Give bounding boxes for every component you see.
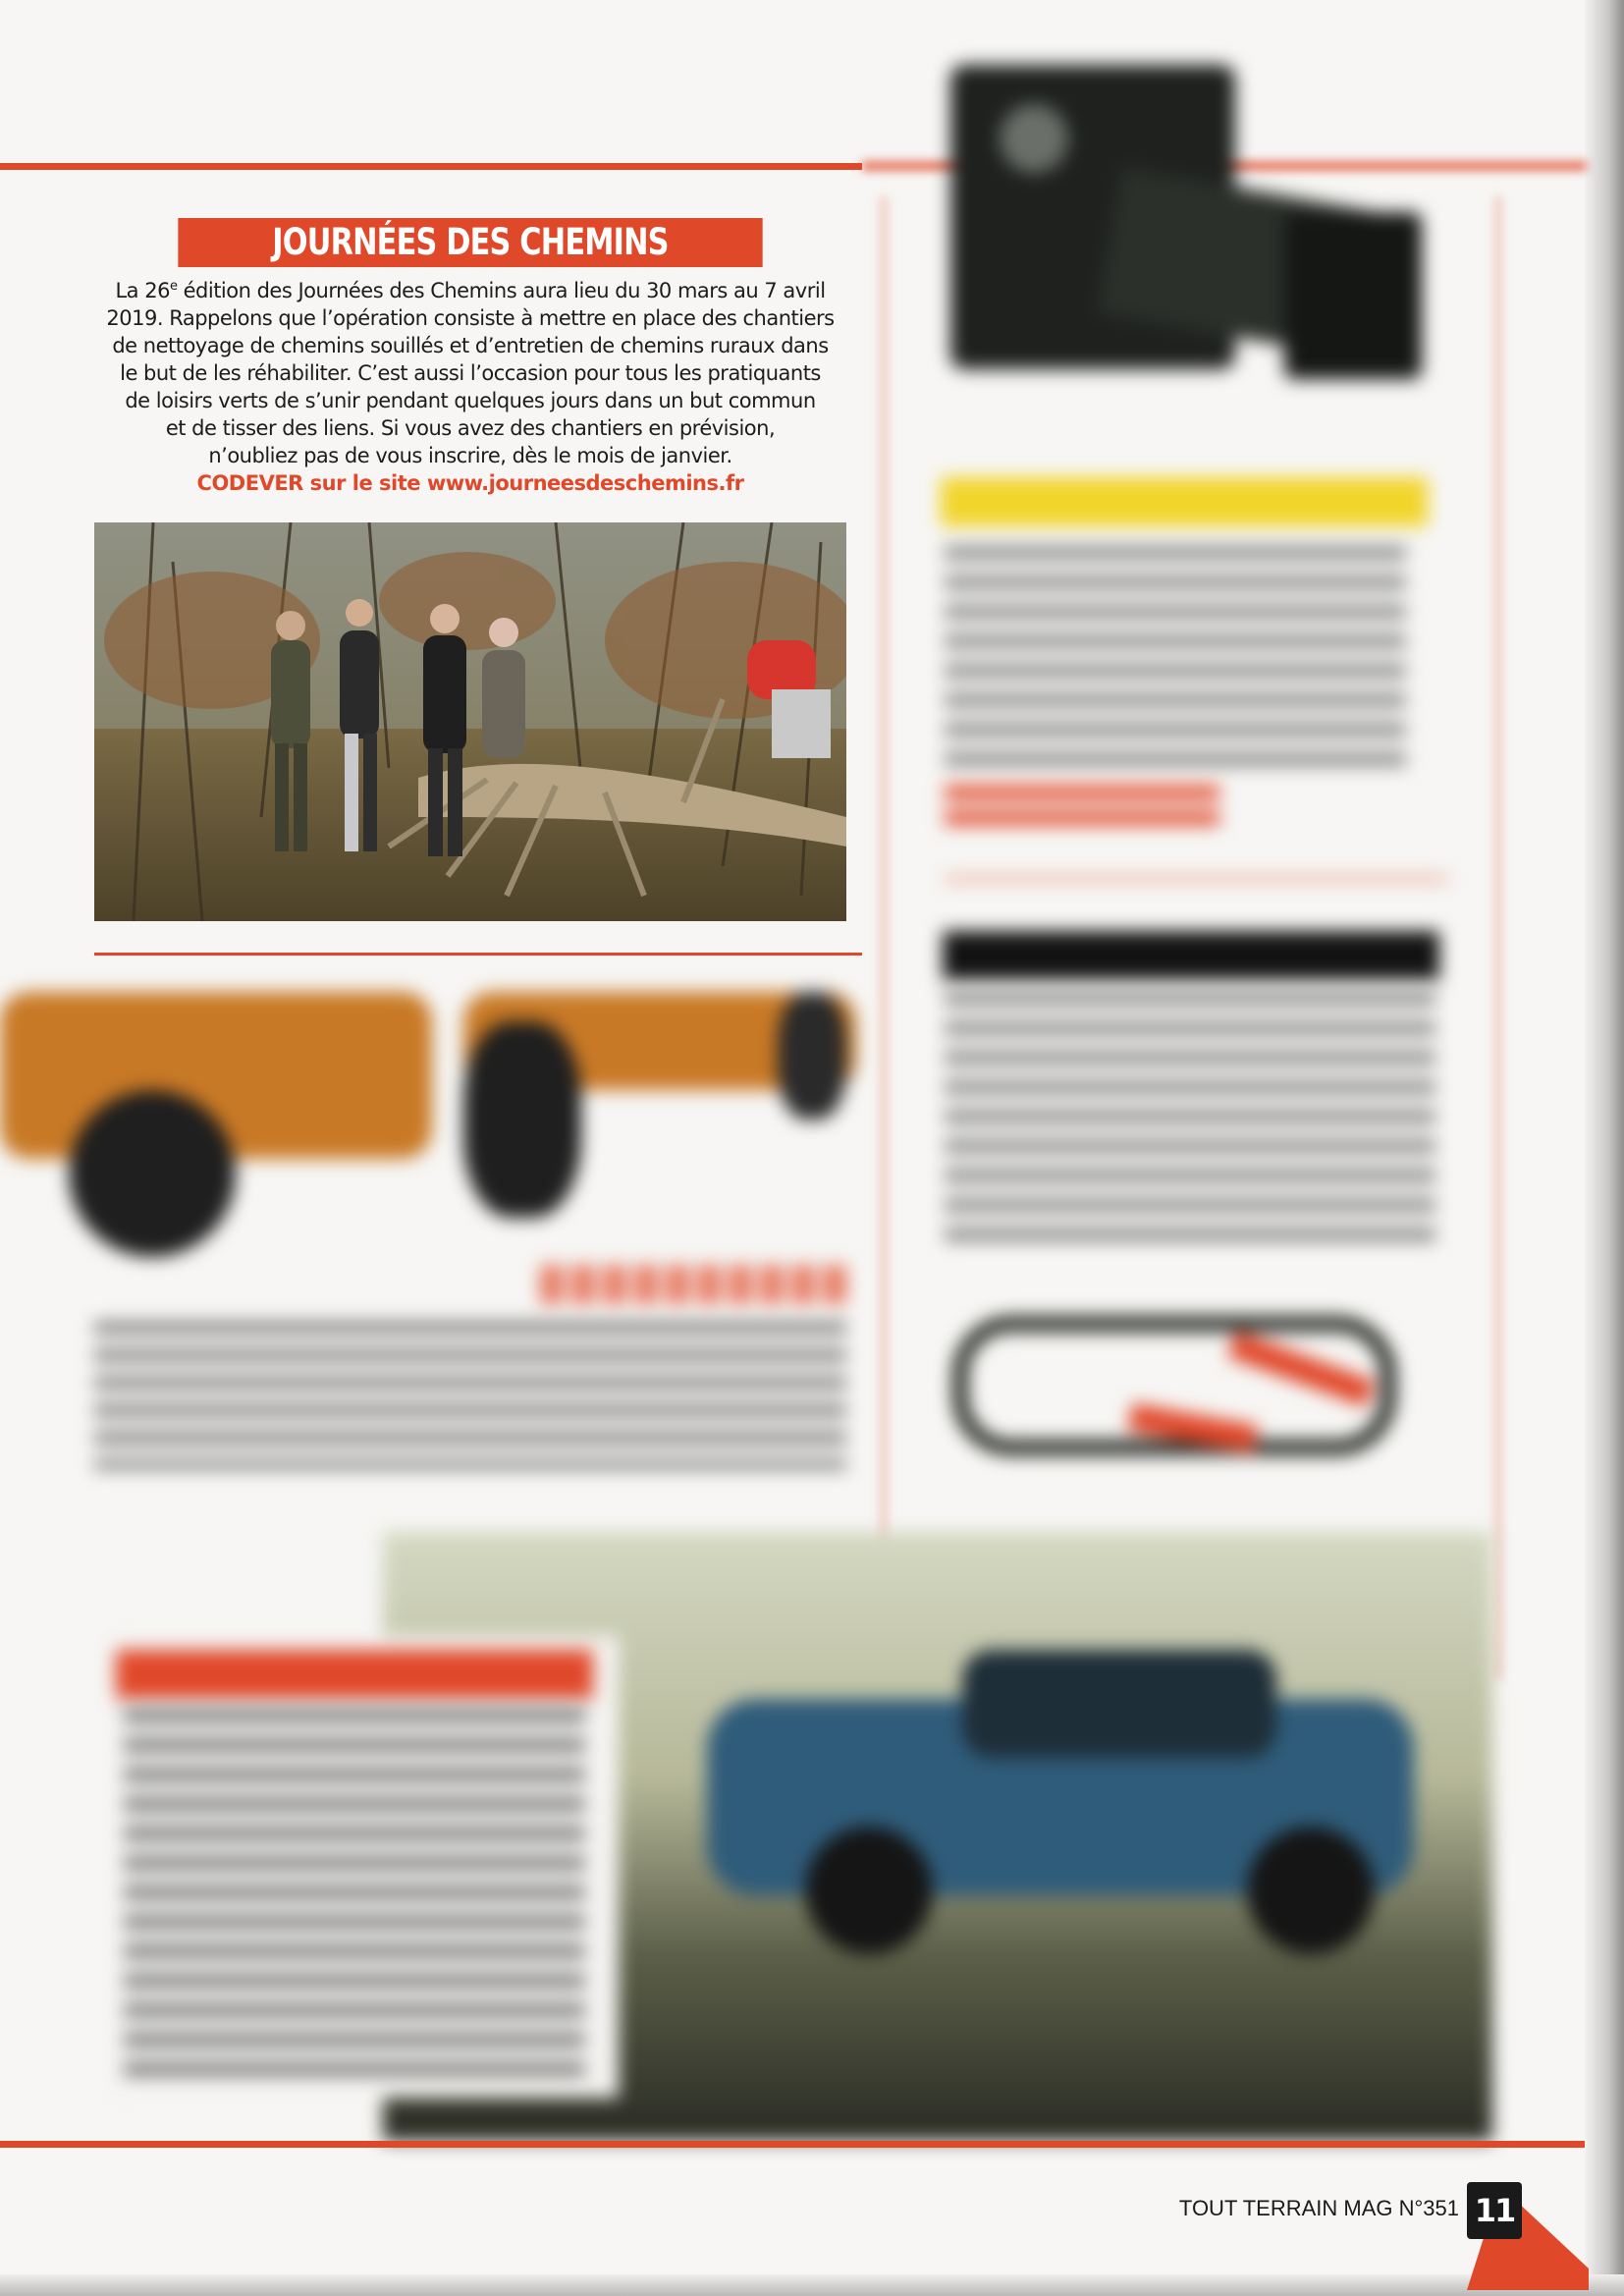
orange-truck-image [0, 992, 432, 1286]
top-rule-left [0, 163, 862, 170]
website-link[interactable]: CODEVER sur le site www.journeesdeschemins.fr [196, 471, 744, 495]
tow-rope-image [933, 1286, 1443, 1493]
article-line: n’oubliez pas de vous inscrire, dès le mois de janvier. [208, 444, 732, 467]
article-line: et de tisser des liens. Si vous avez des chantiers en prévision, [165, 416, 776, 440]
orange-truck-image [463, 992, 856, 1237]
blurred-yellow-heading [941, 477, 1428, 526]
magazine-issue-label: TOUT TERRAIN MAG N°351 [1178, 2196, 1459, 2220]
ordinal-superscript: e [169, 279, 178, 294]
hitch-adapter-image [950, 65, 1428, 418]
blurred-black-heading [943, 931, 1439, 980]
blurred-text-block [945, 992, 1435, 1257]
article-line: de nettoyage de chemins souillés et d’entretien de chemins ruraux dans [112, 334, 829, 357]
article-title: JOURNÉES DES CHEMINS [178, 218, 762, 267]
blurred-text-block [94, 1322, 846, 1469]
page-number: 11 [1467, 2182, 1522, 2239]
forest-scene-illustration [94, 522, 846, 921]
blurred-red-heading [116, 1650, 593, 1699]
blurred-text-block [945, 546, 1406, 772]
page-bottom-edge [0, 2274, 1624, 2296]
article-line: de loisirs verts de s’unir pendant quelques jours dans un but commun [125, 389, 816, 412]
bottom-rule [0, 2141, 1585, 2148]
page-binding-edge [1585, 0, 1624, 2296]
article-body [94, 273, 846, 497]
blurred-red-link [945, 786, 1219, 835]
article-line: La 26e édition des Journées des Chemins aura lieu du 30 mars au 7 avril [115, 279, 826, 302]
volunteers-photo [94, 522, 846, 921]
blurred-divider [945, 876, 1447, 882]
section-divider [94, 953, 862, 956]
article-line: le but de les réhabiliter. C’est aussi l’occasion pour tous les pratiquants [120, 361, 821, 385]
article-line: 2019. Rappelons que l’opération consiste à mettre en place des chantiers [106, 306, 835, 330]
blurred-text-block [124, 1709, 585, 2082]
blurred-red-heading [540, 1265, 846, 1304]
